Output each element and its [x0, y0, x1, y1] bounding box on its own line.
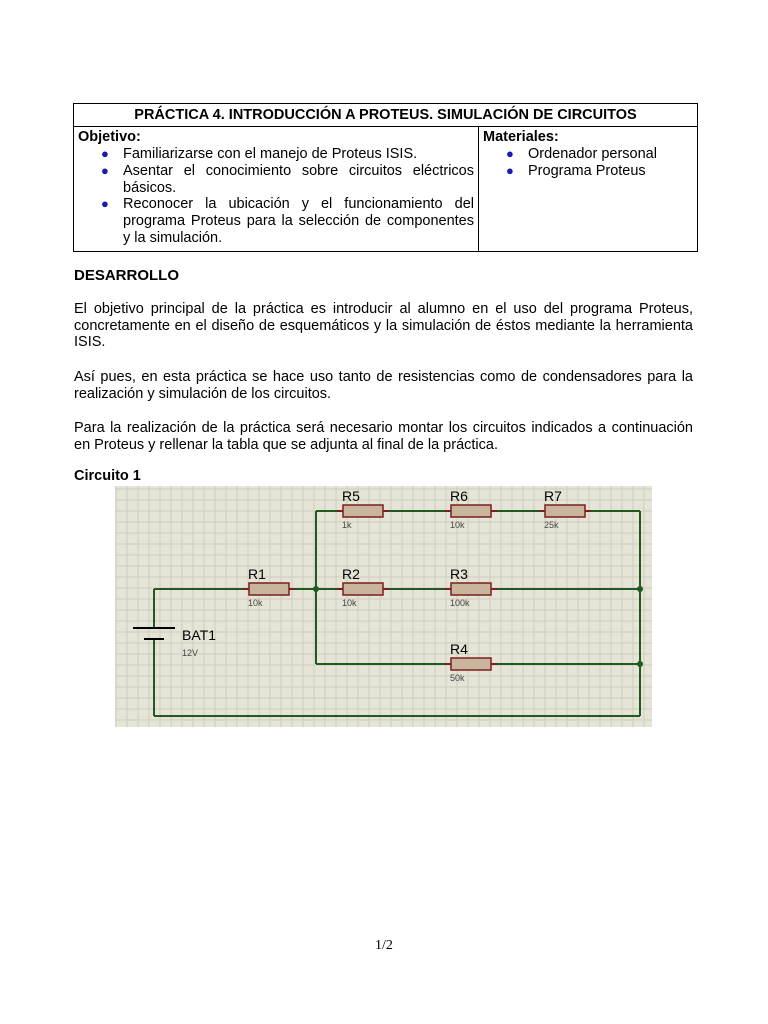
paragraph-1: El objetivo principal de la práctica es introducir al alumno en el uso del programa Proteus, concretamente en el diseño de esquemáticos y la simulación de éstos mediante la herramienta ISIS. — [74, 301, 693, 351]
circuit-title: Circuito 1 — [74, 468, 141, 484]
battery-name: BAT1 — [182, 627, 216, 643]
junction-dot — [313, 586, 319, 592]
resistor-body — [545, 505, 585, 517]
page-number: 1/2 — [375, 938, 393, 953]
section-title: DESARROLLO — [74, 267, 179, 284]
header-table — [73, 103, 698, 252]
resistor-body — [451, 505, 491, 517]
paragraph-2: Así pues, en esta práctica se hace uso tanto de resistencias como de condensadores para la realización y simulación de los circuitos. — [74, 369, 693, 402]
resistor-body — [451, 583, 491, 595]
resistor-value: 10k — [342, 598, 357, 608]
resistor-label: R2 — [342, 566, 360, 582]
objetivo-label: Objetivo: — [78, 129, 141, 145]
resistor-body — [343, 505, 383, 517]
junction-dot — [637, 586, 643, 592]
bullet-icon: ● — [506, 146, 514, 161]
materiales-item: ● Programa Proteus — [506, 162, 646, 179]
resistor-body — [343, 583, 383, 595]
resistor-value: 10k — [450, 520, 465, 530]
resistor-label: R5 — [342, 488, 360, 504]
circuit-schematic — [115, 486, 652, 727]
bullet-icon: ● — [506, 162, 514, 178]
bullet-icon: ● — [101, 196, 109, 212]
resistor-value: 1k — [342, 520, 352, 530]
resistor-body — [249, 583, 289, 595]
materiales-label: Materiales: — [483, 129, 559, 145]
objetivo-item: ● Familiarizarse con el manejo de Proteus ISIS. — [101, 146, 418, 162]
resistor-label: R4 — [450, 641, 468, 657]
bullet-icon: ● — [101, 162, 109, 178]
resistor-value: 10k — [248, 598, 263, 608]
resistor-value: 25k — [544, 520, 559, 530]
materiales-cell — [479, 127, 697, 251]
battery-value: 12V — [182, 648, 199, 658]
resistor-label: R1 — [248, 566, 266, 582]
paragraph-3: Para la realización de la práctica será necesario montar los circuitos indicados a continuación en Proteus y rellenar la tabla que se adjunta al final de la práctica. — [74, 420, 693, 453]
bullet-icon: ● — [101, 146, 109, 161]
resistor-label: R6 — [450, 488, 468, 504]
resistor-label: R3 — [450, 566, 468, 582]
resistor-label: R7 — [544, 488, 562, 504]
materiales-item: ● Ordenador personal — [506, 146, 657, 162]
resistor-body — [451, 658, 491, 670]
resistor-value: 100k — [450, 598, 470, 608]
objetivo-item: ● Reconocer la ubicación y el funcionamiento del programa Proteus para la selección de componentes y la simulación. — [101, 196, 474, 246]
resistor-value: 50k — [450, 673, 465, 683]
objetivo-item: ● Asentar el conocimiento sobre circuitos eléctricos básicos. — [101, 162, 474, 196]
objetivo-list — [101, 146, 474, 247]
practice-title: PRÁCTICA 4. INTRODUCCIÓN A PROTEUS. SIMULACIÓN DE CIRCUITOS — [74, 104, 697, 127]
materiales-list — [506, 146, 688, 180]
objetivo-cell — [74, 127, 479, 251]
junction-dot — [637, 661, 643, 667]
